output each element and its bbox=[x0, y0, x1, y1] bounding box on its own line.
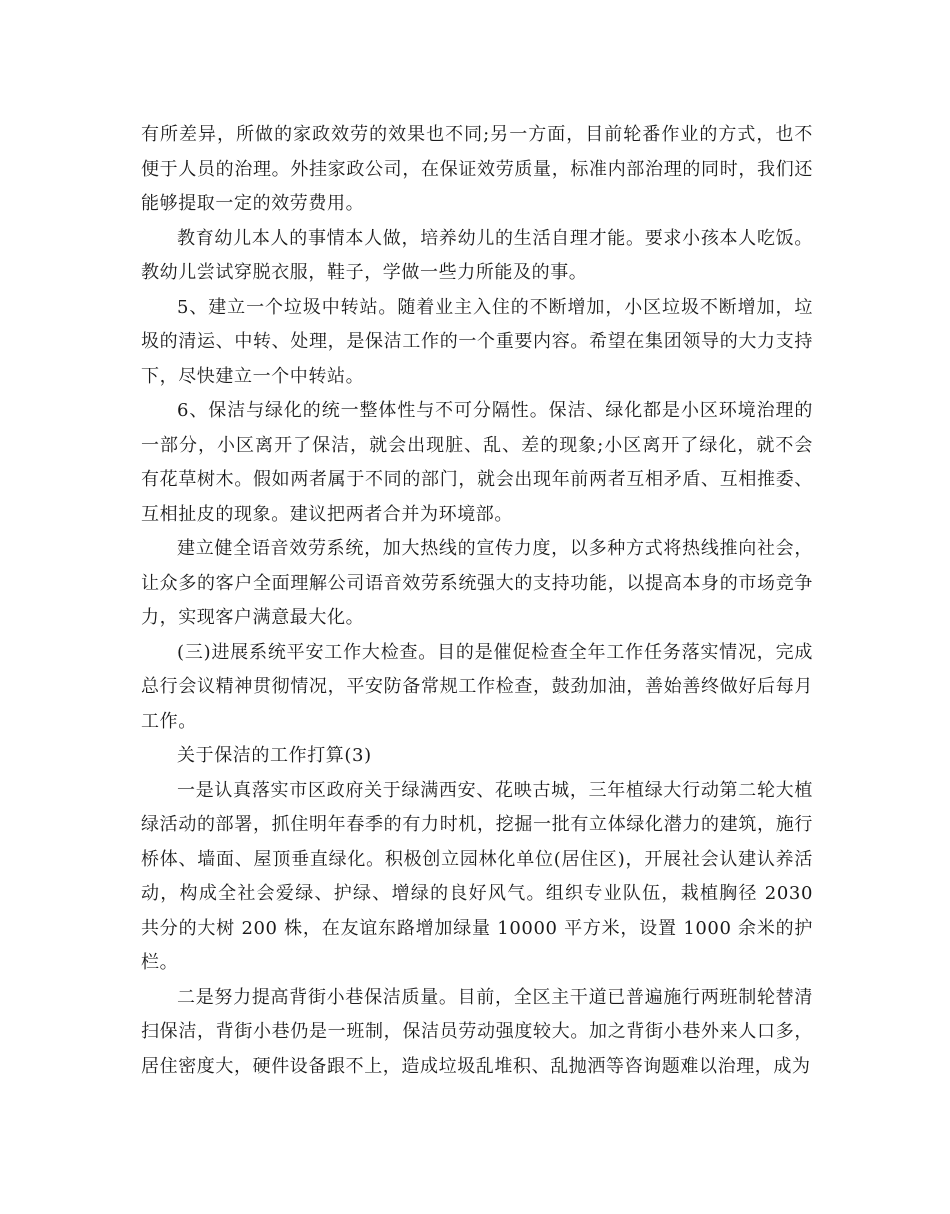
paragraph: 6、保洁与绿化的统一整体性与不可分隔性。保洁、绿化都是小区环境治理的一部分，小区离开了保洁，就会出现脏、乱、差的现象;小区离开了绿化，就不会有花草树木。假如两者属于不同的部门，就会出现年前两者互相矛盾、互相推委、互相扯皮的现象。建议把两者合并为环境部。 bbox=[141, 400, 813, 525]
paragraph: 教育幼儿本人的事情本人做，培养幼儿的生活自理才能。要求小孩本人吃饭。教幼儿尝试穿脱衣服，鞋子，学做一些力所能及的事。 bbox=[141, 227, 813, 283]
document-body bbox=[141, 118, 813, 1084]
paragraph: 一是认真落实市区政府关于绿满西安、花映古城，三年植绿大行动第二轮大植绿活动的部署，抓住明年春季的有力时机，挖掘一批有立体绿化潜力的建筑，施行桥体、墙面、屋顶垂直绿化。积极创立园林化单位(居住区)，开展社会认建认养活动，构成全社会爱绿、护绿、增绿的良好风气。组织专业队伍，栽植胸径 2030 共分的大树 200 株，在友谊东路增加绿量 10000 平方米，设置 1000 余米的护栏。 bbox=[141, 779, 813, 973]
paragraph: (三)进展系统平安工作大检查。目的是催促检查全年工作任务落实情况，完成总行会议精神贯彻情况，平安防备常规工作检查，鼓劲加油，善始善终做好后每月工作。 bbox=[141, 641, 813, 732]
paragraph: 有所差异，所做的家政效劳的效果也不同;另一方面，目前轮番作业的方式，也不便于人员的治理。外挂家政公司，在保证效劳质量，标准内部治理的同时，我们还能够提取一定的效劳费用。 bbox=[141, 124, 813, 214]
section-heading: 关于保洁的工作打算(3) bbox=[177, 745, 372, 766]
paragraph: 5、建立一个垃圾中转站。随着业主入住的不断增加，小区垃圾不断增加，垃圾的清运、中转、处理，是保洁工作的一个重要内容。希望在集团领导的大力支持下，尽快建立一个中转站。 bbox=[141, 296, 813, 387]
paragraph: 建立健全语音效劳系统，加大热线的宣传力度，以多种方式将热线推向社会，让众多的客户全面理解公司语音效劳系统强大的支持功能，以提高本身的市场竞争力，实现客户满意最大化。 bbox=[141, 538, 813, 628]
paragraph: 二是努力提高背街小巷保洁质量。目前，全区主干道已普遍施行两班制轮替清扫保洁，背街小巷仍是一班制，保洁员劳动强度较大。加之背街小巷外来人口多，居住密度大，硬件设备跟不上，造成垃圾乱堆积、乱抛洒等咨询题难以治理，成为 bbox=[141, 986, 813, 1077]
